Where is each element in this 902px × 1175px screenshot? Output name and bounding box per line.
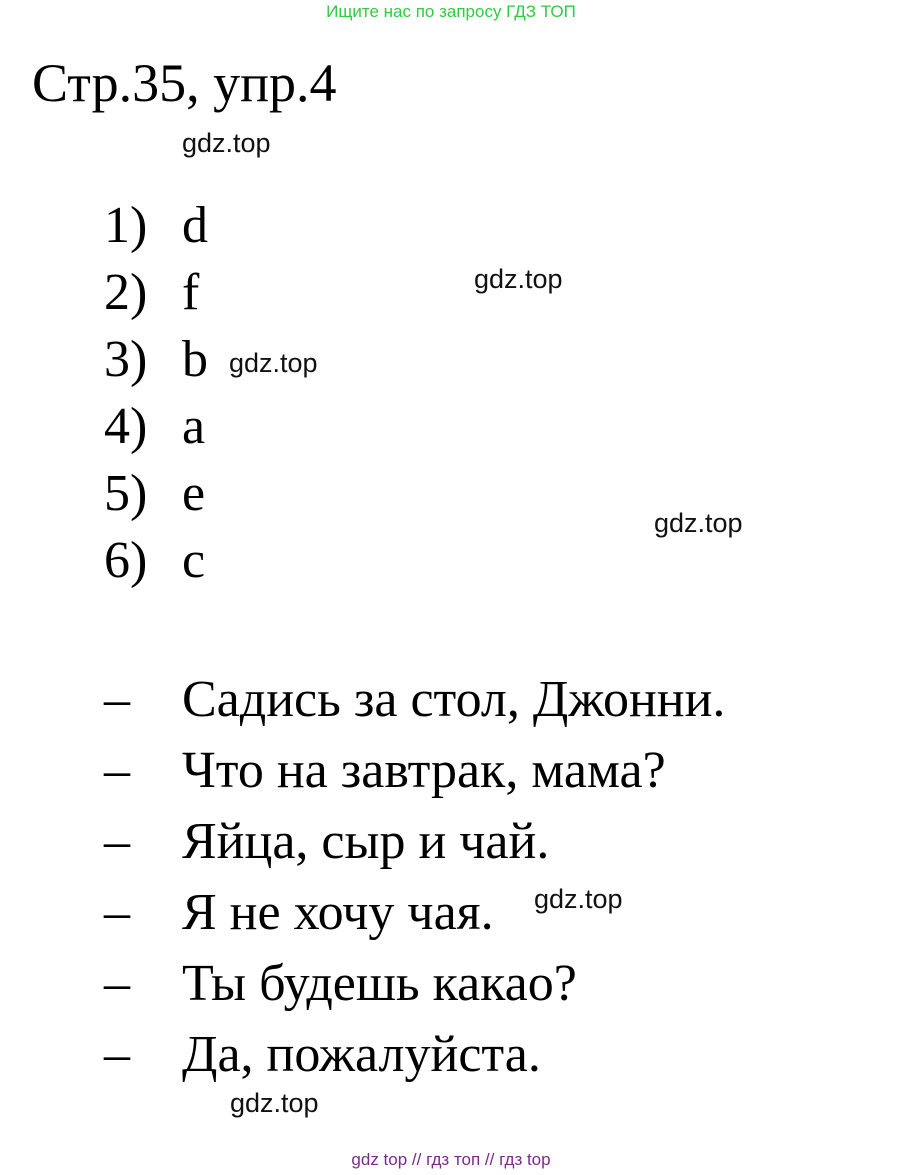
dialog-line-6 bbox=[104, 1019, 725, 1090]
answer-letter: b bbox=[182, 331, 208, 388]
watermark: gdz.top bbox=[654, 508, 743, 538]
watermark: gdz.top bbox=[229, 348, 318, 378]
top-banner: Ищите нас по запросу ГДЗ ТОП bbox=[326, 2, 576, 21]
dialog-text: Что на завтрак, мама? bbox=[182, 742, 666, 799]
answer-number: 1) bbox=[104, 197, 148, 254]
dialog-line-3 bbox=[104, 806, 725, 877]
dialog-text: Да, пожалуйста. bbox=[182, 1026, 541, 1083]
answer-number: 4) bbox=[104, 398, 148, 455]
dialog-text: Я не хочу чая. bbox=[182, 884, 494, 941]
dialog-line-1 bbox=[104, 664, 725, 735]
answer-list bbox=[104, 192, 208, 594]
answer-letter: f bbox=[182, 264, 200, 321]
answer-letter: a bbox=[182, 398, 206, 455]
answer-item-4 bbox=[104, 393, 208, 460]
answer-number: 2) bbox=[104, 264, 148, 321]
dialog-dash: – bbox=[104, 1026, 130, 1083]
watermark: gdz.top bbox=[474, 264, 563, 294]
answer-item-2 bbox=[104, 259, 208, 326]
dialog-line-4 bbox=[104, 877, 725, 948]
answer-number: 5) bbox=[104, 465, 148, 522]
dialog-dash: – bbox=[104, 884, 130, 941]
watermark: gdz.top bbox=[534, 884, 623, 914]
answer-item-5 bbox=[104, 460, 208, 527]
dialog-text: Яйца, сыр и чай. bbox=[182, 813, 550, 870]
dialog-dash: – bbox=[104, 671, 130, 728]
dialog-line-5 bbox=[104, 948, 725, 1019]
page-title: Стр.35, упр.4 bbox=[32, 53, 337, 113]
footer-links: gdz top // гдз топ // гдз top bbox=[351, 1150, 551, 1169]
answer-item-3 bbox=[104, 326, 208, 393]
dialog-text: Ты будешь какао? bbox=[182, 955, 577, 1012]
dialog-line-2 bbox=[104, 735, 725, 806]
dialog-list bbox=[104, 664, 725, 1090]
dialog-dash: – bbox=[104, 742, 130, 799]
answer-letter: c bbox=[182, 532, 206, 589]
answer-item-1 bbox=[104, 192, 208, 259]
answer-letter: d bbox=[182, 197, 208, 254]
answer-number: 6) bbox=[104, 532, 148, 589]
dialog-dash: – bbox=[104, 955, 130, 1012]
dialog-text: Садись за стол, Джонни. bbox=[182, 671, 726, 728]
answer-item-6 bbox=[104, 527, 208, 594]
dialog-dash: – bbox=[104, 813, 130, 870]
watermark: gdz.top bbox=[230, 1088, 319, 1118]
answer-number: 3) bbox=[104, 331, 148, 388]
answer-letter: e bbox=[182, 465, 206, 522]
watermark: gdz.top bbox=[182, 128, 271, 158]
